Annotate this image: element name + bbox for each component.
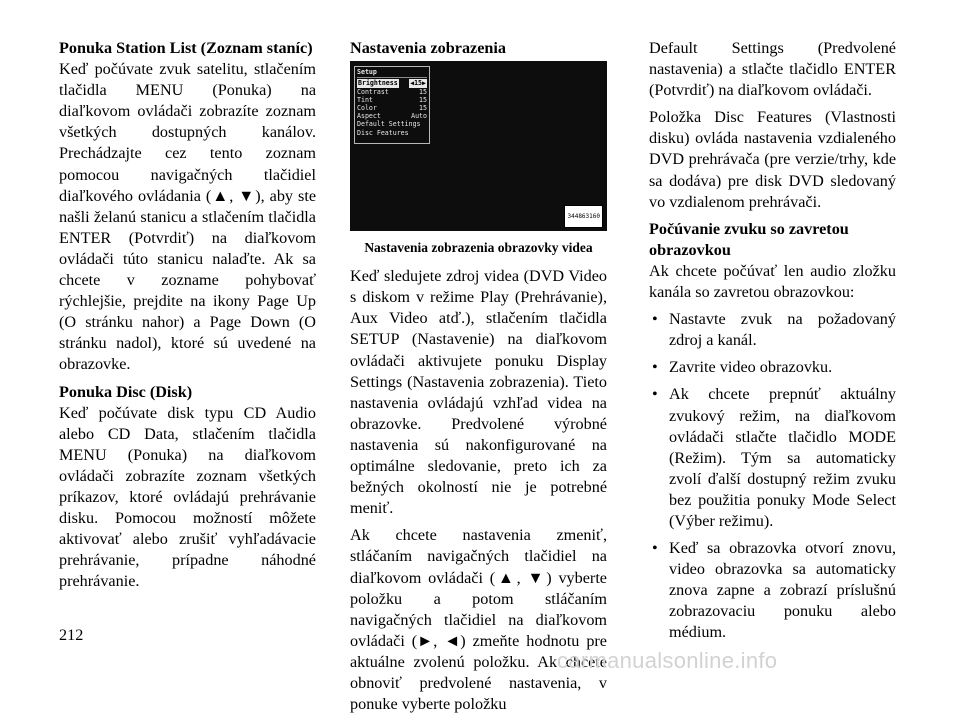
instructions-list (649, 309, 896, 643)
setup-menu (354, 66, 430, 144)
figure-caption: Nastavenia zobrazenia obrazovky videa (364, 240, 593, 256)
menu-row-label: Brightness (358, 79, 398, 88)
display-settings-text: Keď sledujete zdroj videa (DVD Video s diskom v režime Play (Prehrávanie), Aux Video atď.), stlačením tlačidla SETUP (Nastavenie) na diaľkovom ovládači aktivujete ponuku Display Settings (Nastavenia zobrazenia). Tieto nastavenia ovládajú vzhľad videa na obrazovke. Predvolené výrobné nastavenia sú nakonfigurované na optimálne sledovanie, preto ich za bežných okolností nie je potrebné meniť. (350, 267, 607, 518)
station-list-heading: Ponuka Station List (Zoznam staníc) (59, 39, 313, 57)
bullet-icon: • (652, 385, 658, 404)
bullet-icon: • (652, 539, 658, 558)
menu-row-label: Aspect (357, 112, 381, 121)
list-item (649, 357, 896, 378)
page-number: 212 (59, 626, 84, 644)
video-screen-figure (350, 61, 607, 231)
menu-row-label: Tint (357, 95, 373, 104)
left-column (59, 38, 316, 598)
bullet-icon: • (652, 310, 658, 329)
change-settings-text: Ak chcete nastavenia zmeniť, stláčaním navigačných tlačidiel na diaľkovom ovládači (▲, ▼) vyberte položku a potom stláčaním navigačných tlačidiel na diaľkovom ovládači (►, ◄) zmeňte hodnotu pre aktuálne zvolenú položku. Ak chcete obnoviť predvolené nastavenia, v ponuke vyberte položku (350, 526, 607, 714)
bullet-icon: • (652, 358, 658, 377)
menu-row-disc-features (357, 129, 427, 137)
screen-closed-heading: Počúvanie zvuku so zavretou obrazovkou (649, 219, 849, 259)
middle-column (350, 38, 607, 721)
menu-row-label: Color (357, 103, 377, 112)
default-settings-text: Default Settings (Predvolené nastavenia) a stlačte tlačidlo ENTER (Potvrdiť) na diaľkovom ovládači. (649, 39, 896, 100)
screen-closed-intro: Ak chcete počúvať len audio zložku kanála so zavretou obrazovkou: (649, 261, 896, 302)
setup-menu-title: Setup (357, 68, 427, 78)
menu-row-contrast (357, 88, 427, 96)
menu-row-tint (357, 96, 427, 104)
right-column (649, 38, 896, 650)
menu-row-value: ◀15▶ (410, 79, 426, 88)
menu-row-value: 15 (419, 95, 427, 104)
menu-row-label: Disc Features (357, 128, 409, 137)
figure-code: 344863160 (564, 205, 603, 228)
menu-row-color (357, 104, 427, 112)
menu-row-label: Contrast (357, 87, 389, 96)
menu-row-brightness (357, 79, 427, 87)
display-settings-heading: Nastavenia zobrazenia (350, 39, 507, 57)
list-item (649, 538, 896, 643)
list-item-text: Keď sa obrazovka otvorí znovu, video obrazovka sa automaticky znova zapne a zobrazí príslušnú zobrazovaciu ponuku alebo médium. (669, 539, 896, 642)
menu-row-value: Auto (411, 112, 427, 121)
list-item-text: Nastavte zvuk na požadovaný zdroj a kanál. (669, 310, 896, 350)
menu-row-label: Default Settings (357, 120, 421, 129)
menu-row-value: 15 (419, 87, 427, 96)
station-list-text: Keď počúvate zvuk satelitu, stlačením tlačidla MENU (Ponuka) na diaľkovom ovládači zobrazíte zoznam všetkých dostupných kanálov. Prechádzajte cez tento zoznam pomocou navigačných tlačidiel diaľkového ovládania (▲, ▼), aby ste našli želanú stanicu a stlačením tlačidla ENTER (Potvrdiť) na diaľkovom ovládači túto stanicu nalaďte. Ak sa chcete v zozname pohybovať rýchlejšie, prejdite na ikony Page Up (O stránku nahor) a Page Down (O stránku nadol), ktoré sú uvedené na obrazovke. (59, 60, 316, 374)
menu-row-value: 15 (419, 103, 427, 112)
disc-menu-text: Keď počúvate disk typu CD Audio alebo CD Data, stlačením tlačidla MENU (Ponuka) na diaľkovom ovládači zobrazíte zoznam všetkých príkazov, ktoré ovládajú prehrávanie disku. Pomocou možností môžete aktivovať alebo zrušiť vyhľadávacie prehrávanie, prípadne náhodné prehrávanie. (59, 403, 316, 591)
watermark: carmanualsonline.info (557, 648, 778, 673)
menu-row-default-settings (357, 120, 427, 128)
list-item (649, 309, 896, 351)
disc-features-text: Položka Disc Features (Vlastnosti disku) ovláda nastavenia vzdialeného DVD prehrávača (pre verzie/trhy, kde sa dodáva) pre disk DVD sledovaný vo vzdialenom prehrávači. (649, 108, 896, 211)
disc-menu-heading: Ponuka Disc (Disk) (59, 382, 193, 401)
list-item (649, 384, 896, 532)
list-item-text: Zavrite video obrazovku. (669, 358, 833, 377)
menu-row-aspect (357, 112, 427, 120)
list-item-text: Ak chcete prepnúť aktuálny zvukový režim, na diaľkovom ovládači stlačte tlačidlo MODE (Režim). Tým sa automaticky zvolí ďalší dostupný režim zvuku bez použitia ponuky Mode Select (Výber režimu). (669, 385, 896, 530)
